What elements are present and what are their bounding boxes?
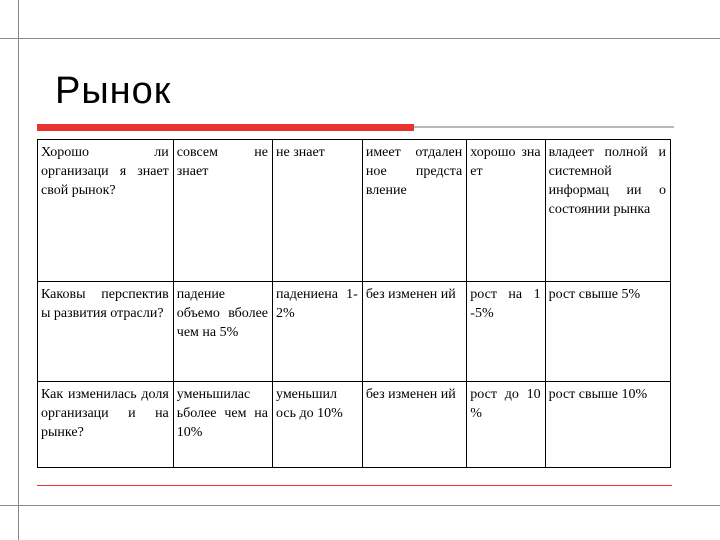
table-cell-answer: падениена 1-2% (273, 282, 363, 382)
table-cell-answer: рост свыше 5% (545, 282, 670, 382)
frame-bottom-line (0, 505, 720, 506)
table-cell-answer: совсем не знает (173, 140, 272, 282)
table-cell-question: Как изменилась доля организаци и на рынке? (38, 382, 174, 468)
table-cell-answer: рост до 10 % (467, 382, 545, 468)
table-cell-answer: владеет полной и системной информац ии о состоянии рынка (545, 140, 670, 282)
bottom-red-rule (37, 485, 672, 486)
frame-vertical-line (18, 0, 19, 540)
table-cell-answer: рост на 1 -5% (467, 282, 545, 382)
table-cell-question: Каковы перспектив ы развития отрасли? (38, 282, 174, 382)
table-cell-answer: без изменен ий (362, 282, 466, 382)
table-cell-answer: уменьшилас ьболее чем на 10% (173, 382, 272, 468)
title-underline-gray (414, 126, 674, 128)
table-cell-answer: падение объемо вболее чем на 5% (173, 282, 272, 382)
table-cell-answer: рост свыше 10% (545, 382, 670, 468)
assessment-table (37, 139, 671, 468)
table-cell-answer: не знает (273, 140, 363, 282)
table-row (38, 140, 671, 282)
table-cell-answer: имеет отдален ное предста вление (362, 140, 466, 282)
table-row (38, 282, 671, 382)
frame-top-line (0, 38, 720, 39)
table-cell-answer: уменьшил ось до 10% (273, 382, 363, 468)
table-row (38, 382, 671, 468)
slide-title: Рынок (55, 70, 172, 112)
table-cell-answer: хорошо зна ет (467, 140, 545, 282)
table-cell-answer: без изменен ий (362, 382, 466, 468)
title-underline-red (37, 124, 414, 131)
table-cell-question: Хорошо ли организаци я знает свой рынок? (38, 140, 174, 282)
